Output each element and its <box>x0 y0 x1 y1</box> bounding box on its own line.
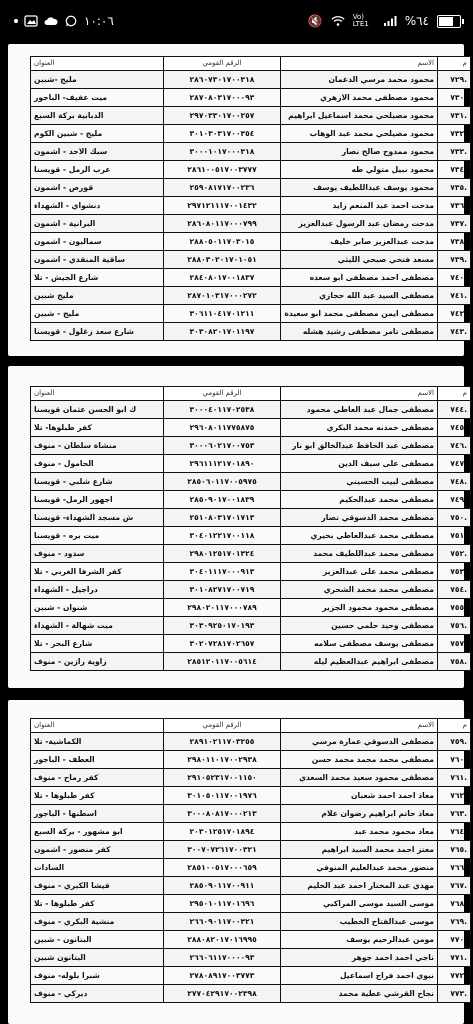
table-row <box>31 733 471 751</box>
row-national-id: ٢٥٩٠٨١٧١٧٠٠٢٣٦ <box>164 179 281 197</box>
row-name: مصطفى محمود محمود الجزير <box>281 599 438 617</box>
row-address: دراجيل - الشهداء <box>31 581 164 599</box>
row-address: كفر طبلوها- تلا <box>31 419 164 437</box>
table-row <box>31 931 471 949</box>
row-address: ميت شهالة - الشهداء <box>31 617 164 635</box>
row-number: .٧٦٩ <box>438 913 471 931</box>
table-row <box>31 305 471 323</box>
header-id: الرقم القومي <box>164 57 281 71</box>
row-address: كفر طبلوها - تلا <box>31 895 164 913</box>
row-name: معاذ محمود محمد عبد <box>281 823 438 841</box>
row-address: ديركي - منوف <box>31 985 164 1003</box>
row-address: سبك الاحد - اشمون <box>31 143 164 161</box>
table-row <box>31 751 471 769</box>
table-row <box>31 509 471 527</box>
header-num: م <box>438 719 471 733</box>
whatsapp-icon <box>64 15 78 27</box>
table-row <box>31 787 471 805</box>
row-address: دنشواي - الشهداء <box>31 197 164 215</box>
row-number: .٧٤٨ <box>438 473 471 491</box>
header-num: م <box>438 57 471 71</box>
row-number: .٧٦٢ <box>438 787 471 805</box>
row-address: ابو مشهور - بركة السبع <box>31 823 164 841</box>
row-national-id: ٢٨٥٠٩٠١١٧٠٠٩١١ <box>164 877 281 895</box>
row-name: معاذ حاتم ابراهيم رضوان علام <box>281 805 438 823</box>
row-name: محمود ممدوح صالح نصار <box>281 143 438 161</box>
row-name: مصطفى على سيف الدين <box>281 455 438 473</box>
row-national-id: ٢٨٥١٢٠١١٧٠٠٥٦١٤ <box>164 653 281 671</box>
table-row <box>31 805 471 823</box>
row-number: .٧٢٩ <box>438 71 471 89</box>
table-row <box>31 233 471 251</box>
row-name: ناجي احمد احمد جوهر <box>281 949 438 967</box>
row-national-id: ٣٠٢٠٧٢٨١٧٠٢٦٥٧ <box>164 635 281 653</box>
row-name: مصطفى ابراهيم عبدالعظيم ليله <box>281 653 438 671</box>
table-row <box>31 769 471 787</box>
row-name: معتز احمد محمد السيد ابراهيم <box>281 841 438 859</box>
table-row <box>31 107 471 125</box>
row-number: .٧٤١ <box>438 287 471 305</box>
row-name: مصطفى محمد عبداللطيف محمد <box>281 545 438 563</box>
row-national-id: ٢٩٦١١١٢١٧٠١٨٩٠ <box>164 455 281 473</box>
document-page-2 <box>8 366 467 688</box>
table-row <box>31 401 471 419</box>
table-row <box>31 635 471 653</box>
table-row <box>31 913 471 931</box>
header-id: الرقم القومي <box>164 719 281 733</box>
table-row <box>31 599 471 617</box>
row-name: مسعد فتحي صبحي الليثي <box>281 251 438 269</box>
row-address: ش مسجد الشهداء- قويسنا <box>31 509 164 527</box>
row-name: موسى السيد موسى المراكبي <box>281 895 438 913</box>
table-row <box>31 419 471 437</box>
row-number: .٧٣٩ <box>438 251 471 269</box>
row-name: مصطفى حمدنه محمد البكري <box>281 419 438 437</box>
row-address: كفر طبلوها - تلا <box>31 787 164 805</box>
row-address: البتانون - شبين <box>31 931 164 949</box>
row-national-id: ٢٩١٠٥٢٣١٧٠٠١١٥٠ <box>164 769 281 787</box>
row-name: محمود مصطفى محمد الازهري <box>281 89 438 107</box>
row-national-id: ٢٨٧٠٨٠٣١٧٠٠٠٩٣ <box>164 89 281 107</box>
row-national-id: ٢٩٨٠٢٠١١٧٠٠٠٧٨٩ <box>164 599 281 617</box>
status-right <box>308 14 461 28</box>
row-number: .٧٤٤ <box>438 401 471 419</box>
row-number: .٧٦٣ <box>438 805 471 823</box>
row-name: محمود مصيلحي محمد اسماعيل ابراهيم <box>281 107 438 125</box>
row-number: .٧٤٢ <box>438 305 471 323</box>
row-national-id: ٢٨٨٠٨٢٠١٧٠١٦٩٩٥ <box>164 931 281 949</box>
row-number: .٧٥٧ <box>438 635 471 653</box>
row-number: .٧٣١ <box>438 107 471 125</box>
table-row <box>31 437 471 455</box>
row-national-id: ٢٥١٠٨٠٣١٧٠١٧١٣ <box>164 509 281 527</box>
table-row <box>31 545 471 563</box>
row-national-id: ٣٠٣٠٨٢٠١٧٠١١٩٧ <box>164 323 281 341</box>
row-address: العطف - الباجور <box>31 751 164 769</box>
header-address: العنوان <box>31 719 164 733</box>
row-name: مصطفى الدسوقي عمارة مرسي <box>281 733 438 751</box>
table-row <box>31 269 471 287</box>
table-row <box>31 323 471 341</box>
row-number: .٧٥٠ <box>438 509 471 527</box>
row-address: شنوان - شبين <box>31 599 164 617</box>
row-name: مدحت رمضان عبد الرسول عبدالعزيز <box>281 215 438 233</box>
row-address: مليج -شبين <box>31 71 164 89</box>
row-national-id: ٢٦٦٠٩٠١١٧٠٠٣٢١ <box>164 913 281 931</box>
row-national-id: ٣٠٤٠١١١٧٠٠٠٩١٣ <box>164 563 281 581</box>
row-number: .٧٣٨ <box>438 233 471 251</box>
row-number: .٧٤٣ <box>438 323 471 341</box>
table-row <box>31 251 471 269</box>
row-address: الكماشية- تلا <box>31 733 164 751</box>
row-national-id: ٢٨٥٠٩٠١٧٠٠١٨٣٩ <box>164 491 281 509</box>
row-national-id: ٢٨٩١٠٢١١٧٠٣٢٥٥ <box>164 733 281 751</box>
row-number: .٧٣٤ <box>438 161 471 179</box>
row-national-id: ٣٠٣٠٩٢٥٠١٧٠١٩٣ <box>164 617 281 635</box>
row-number: .٧٥٤ <box>438 581 471 599</box>
header-id: الرقم القومي <box>164 387 281 401</box>
records-table-1 <box>30 56 471 341</box>
row-name: مصطفى محمد عبدالعاطي بحيري <box>281 527 438 545</box>
row-national-id: ٣٠٠٠٦٠٢١٧٠٠٧٥٣ <box>164 437 281 455</box>
row-address: اسطنها - الباجور <box>31 805 164 823</box>
row-national-id: ٣٠٦١١٠٤١٧٠١٢١١ <box>164 305 281 323</box>
row-number: .٧٥٥ <box>438 599 471 617</box>
row-number: .٧٧١ <box>438 949 471 967</box>
row-national-id: ٣٠٠٠٨٠٨١٧٠٠٠٢١٣ <box>164 805 281 823</box>
document-page-3 <box>8 700 467 1024</box>
row-number: .٧٦٧ <box>438 877 471 895</box>
row-number: .٧٣٠ <box>438 89 471 107</box>
row-number: .٧٥٩ <box>438 733 471 751</box>
records-table-2 <box>30 386 471 671</box>
row-name: مصطفى ايمن مصطفى محمد ابو سعيدة <box>281 305 438 323</box>
row-number: .٧٧٠ <box>438 931 471 949</box>
row-name: مصطفى وحيد حلمي حسين <box>281 617 438 635</box>
status-left <box>14 14 114 28</box>
table-row <box>31 841 471 859</box>
row-national-id: ٢٨٥٠٦٠١١٧٠٠٥٩٧٥ <box>164 473 281 491</box>
row-national-id: ٢٩٧١٢١١١٧٠٠١٤٣٢ <box>164 197 281 215</box>
row-address: شارع البحر - تلا <box>31 635 164 653</box>
row-address: فيشا الكبري - منوف <box>31 877 164 895</box>
row-address: كفر الشرفا الغربي - تلا <box>31 563 164 581</box>
row-number: .٧٣٧ <box>438 215 471 233</box>
table-row <box>31 143 471 161</box>
status-bar <box>0 0 473 44</box>
row-address: البتانون شبين <box>31 949 164 967</box>
row-name: مصطفى السيد عبد الله حجازي <box>281 287 438 305</box>
row-name: محمود محمد مرسي الدغمان <box>281 71 438 89</box>
row-name: مصطفى محمد عبدالحكيم <box>281 491 438 509</box>
row-address: سماليون - اشمون <box>31 233 164 251</box>
row-address: قورص - اشمون <box>31 179 164 197</box>
row-address: ميت بره - قويسنا <box>31 527 164 545</box>
row-number: .٧٦٨ <box>438 895 471 913</box>
row-address: زاوية رازين - منوف <box>31 653 164 671</box>
row-address: مليج - شبين <box>31 305 164 323</box>
dot-icon <box>14 19 18 23</box>
table-row <box>31 527 471 545</box>
row-address: منشاة سلطان - منوف <box>31 437 164 455</box>
signal-icon <box>383 15 397 27</box>
row-address: السادات <box>31 859 164 877</box>
image-icon <box>24 15 38 27</box>
cloud-icon <box>44 15 58 27</box>
row-national-id: ٢٨٦١٠٠٥١٧٠٠٣٧٧٧ <box>164 161 281 179</box>
mute-icon: 🔇 <box>307 14 323 28</box>
row-name: مصطفى لبيب الحسيني <box>281 473 438 491</box>
row-name: منصور محمد عبدالعليم المنوفي <box>281 859 438 877</box>
row-national-id: ٢٩٥٠١٠١١٧٠١٦٩٦ <box>164 895 281 913</box>
row-address: منشية البكري - منوف <box>31 913 164 931</box>
header-address: العنوان <box>31 57 164 71</box>
row-address: كفر منصور - اشمون <box>31 841 164 859</box>
row-national-id: ٣٠٤٠١٢٢١٧٠٠١١٨ <box>164 527 281 545</box>
row-number: .٧٤٠ <box>438 269 471 287</box>
time-label: ١٠:٠٦ <box>84 14 114 28</box>
row-number: .٧٤٦ <box>438 437 471 455</box>
table-row <box>31 473 471 491</box>
row-number: .٧٦٥ <box>438 841 471 859</box>
row-national-id: ٢٨٥١٠٠٥١٧٠٠٠٦٥٩ <box>164 859 281 877</box>
row-national-id: ٢٩٦٠٨٠١١٧٧٥٨٧٥ <box>164 419 281 437</box>
row-name: مدحت عبدالعزيز صابر خليف <box>281 233 438 251</box>
row-name: مصطفى محمود سعيد محمد السعدي <box>281 769 438 787</box>
row-number: .٧٣٥ <box>438 179 471 197</box>
row-name: مصطفى يوسف مصطفى سلامه <box>281 635 438 653</box>
row-number: .٧٦٦ <box>438 859 471 877</box>
row-number: .٧٤٩ <box>438 491 471 509</box>
table-row <box>31 563 471 581</box>
row-name: مصطفى محمد على عبدالعزيز <box>281 563 438 581</box>
row-address: البرانية - اشمون <box>31 215 164 233</box>
row-number: .٧٤٥ <box>438 419 471 437</box>
row-address: الدبابية بركة السبع <box>31 107 164 125</box>
table-row <box>31 287 471 305</box>
row-national-id: ٢٨٤٠٨٠١٧٠٠١٨٣٧ <box>164 269 281 287</box>
row-name: معاذ احمد احمد شعبان <box>281 787 438 805</box>
records-table-3 <box>30 718 471 1003</box>
row-address: ساقية المنقدي - اشمون <box>31 251 164 269</box>
table-row <box>31 125 471 143</box>
row-address: مليج شبين <box>31 287 164 305</box>
row-number: .٧٤٧ <box>438 455 471 473</box>
row-name: مصطفى عبد الحافظ عبدالخالق ابو نار <box>281 437 438 455</box>
header-row <box>31 719 471 733</box>
row-national-id: ٢٨٨٠٣٠٢٠١٧٠١٠٥١ <box>164 251 281 269</box>
table-row <box>31 71 471 89</box>
header-row <box>31 57 471 71</box>
row-national-id: ٢٩٧٠٣٣٠١٧٠٠٢٥٧ <box>164 107 281 125</box>
row-number: .٧٧٣ <box>438 985 471 1003</box>
table-row <box>31 967 471 985</box>
battery-percent: %٦٤ <box>404 14 429 28</box>
header-address: العنوان <box>31 387 164 401</box>
row-address: ك ابو الحسن عثمان قويسنا <box>31 401 164 419</box>
row-national-id: ٣٠١٠٥٠١١٧٠٠١٩٧٦ <box>164 787 281 805</box>
row-name: موسى عبدالفتاح الخطيب <box>281 913 438 931</box>
row-address: شبرا بلوله- منوف <box>31 967 164 985</box>
row-national-id: ٢٩٨٠١٢٥١٧٠١٣٢٤ <box>164 545 281 563</box>
row-address: عرب الرمل - قويسنا <box>31 161 164 179</box>
table-row <box>31 653 471 671</box>
row-address: ميت عفيف- الباجور <box>31 89 164 107</box>
row-name: نجاح القرشي عطية محمد <box>281 985 438 1003</box>
table-row <box>31 985 471 1003</box>
row-national-id: ٢٨٦٠٧٣٠١٧٠٠٣١٨ <box>164 71 281 89</box>
row-name: مصطفى محمد الدسوقي نصار <box>281 509 438 527</box>
table-row <box>31 179 471 197</box>
row-number: .٧٥٣ <box>438 563 471 581</box>
row-number: .٧٦٠ <box>438 751 471 769</box>
row-address: سدود - منوف <box>31 545 164 563</box>
battery-icon <box>437 15 461 28</box>
row-name: مصطفى محمد محمد الشحري <box>281 581 438 599</box>
row-address: مليج - شبين الكوم <box>31 125 164 143</box>
table-row <box>31 215 471 233</box>
table-row <box>31 877 471 895</box>
document-page-1 <box>8 44 467 356</box>
network-label: Vo) LTE1 <box>352 13 369 28</box>
table-row <box>31 89 471 107</box>
row-address: شارع الجيش - تلا <box>31 269 164 287</box>
table-row <box>31 823 471 841</box>
row-address: كفر رماح - منوف <box>31 769 164 787</box>
table-row <box>31 491 471 509</box>
row-national-id: ٣٠٠٠٤٠١١٧٠٢٥٣٨ <box>164 401 281 419</box>
row-number: .٧٥١ <box>438 527 471 545</box>
row-name: مصطفى تامر مصطفى رشيد هشله <box>281 323 438 341</box>
row-address: اجهور الرمل- قويسنا <box>31 491 164 509</box>
header-num: م <box>438 387 471 401</box>
row-national-id: ٢٧٨٠٨٩١٧٠٠٣٧٧٣ <box>164 967 281 985</box>
table-row <box>31 949 471 967</box>
row-name: محمود يوسف عبداللطيف يوسف <box>281 179 438 197</box>
row-name: محمود مصيلحي محمد عبد الوهاب <box>281 125 438 143</box>
row-number: .٧٥٦ <box>438 617 471 635</box>
row-address: الحامول - منوف <box>31 455 164 473</box>
table-row <box>31 859 471 877</box>
table-row <box>31 895 471 913</box>
row-national-id: ٢٨٨٠٥٠١١٧٠٣٠١٥ <box>164 233 281 251</box>
row-number: .٧٣٢ <box>438 125 471 143</box>
row-name: مدحت احمد عبد المنعم زايد <box>281 197 438 215</box>
header-name: الاسم <box>281 57 438 71</box>
row-number: .٧٦٤ <box>438 823 471 841</box>
row-national-id: ٣٠١٠٣٠٣١٧٠٠٣٥٤ <box>164 125 281 143</box>
row-number: .٧٧٢ <box>438 967 471 985</box>
row-name: مصطفى محمد محمد محمد حسن <box>281 751 438 769</box>
row-national-id: ٢٦٦٠٦١١٧٠٠٠٠٩٣ <box>164 949 281 967</box>
row-name: محمود نبيل متولي طه <box>281 161 438 179</box>
row-national-id: ٣٠٠٧٠٧٢٦١٧٠٠٣٢١ <box>164 841 281 859</box>
row-name: مصطفى جمال عبد العاطي محمود <box>281 401 438 419</box>
table-row <box>31 455 471 473</box>
table-row <box>31 197 471 215</box>
row-national-id: ٢٧٧٠٤٢٩١٧٠٠٢٣٩٨ <box>164 985 281 1003</box>
row-name: نبوي احمد فراج اسماعيل <box>281 967 438 985</box>
row-national-id: ٣٠٠٠١٠١٧٠٠٠٣١٨ <box>164 143 281 161</box>
row-national-id: ٢٨٦٠٨٠١١٧٠٠٠٧٩٩ <box>164 215 281 233</box>
row-national-id: ٣٠١٠٨٢٧١٧٠٠٧١٩ <box>164 581 281 599</box>
table-row <box>31 617 471 635</box>
row-number: .٧٣٣ <box>438 143 471 161</box>
row-number: .٧٥٨ <box>438 653 471 671</box>
row-address: شارع شلبي - قويسنا <box>31 473 164 491</box>
header-name: الاسم <box>281 719 438 733</box>
row-name: مومن عبدالرحيم يوسف <box>281 931 438 949</box>
row-number: .٧٣٦ <box>438 197 471 215</box>
row-national-id: ٢٨٧٠١٠٣١٧٠٠٠٢٧٢ <box>164 287 281 305</box>
row-name: مهدي عبد المختار احمد عبد الحليم <box>281 877 438 895</box>
table-row <box>31 581 471 599</box>
row-number: .٧٥٢ <box>438 545 471 563</box>
row-national-id: ٢٩٨٠١١٠١٧٠٠٢٩٣٨ <box>164 751 281 769</box>
table-row <box>31 161 471 179</box>
row-address: شارع سعد زغلول - قويسنا <box>31 323 164 341</box>
row-name: مصطفى احمد مصطفى ابو سعده <box>281 269 438 287</box>
row-national-id: ٢٠٣٠١٢٥١٧٠١٨٩٤ <box>164 823 281 841</box>
header-row <box>31 387 471 401</box>
row-number: .٧٦١ <box>438 769 471 787</box>
wifi-icon <box>331 15 345 27</box>
header-name: الاسم <box>281 387 438 401</box>
